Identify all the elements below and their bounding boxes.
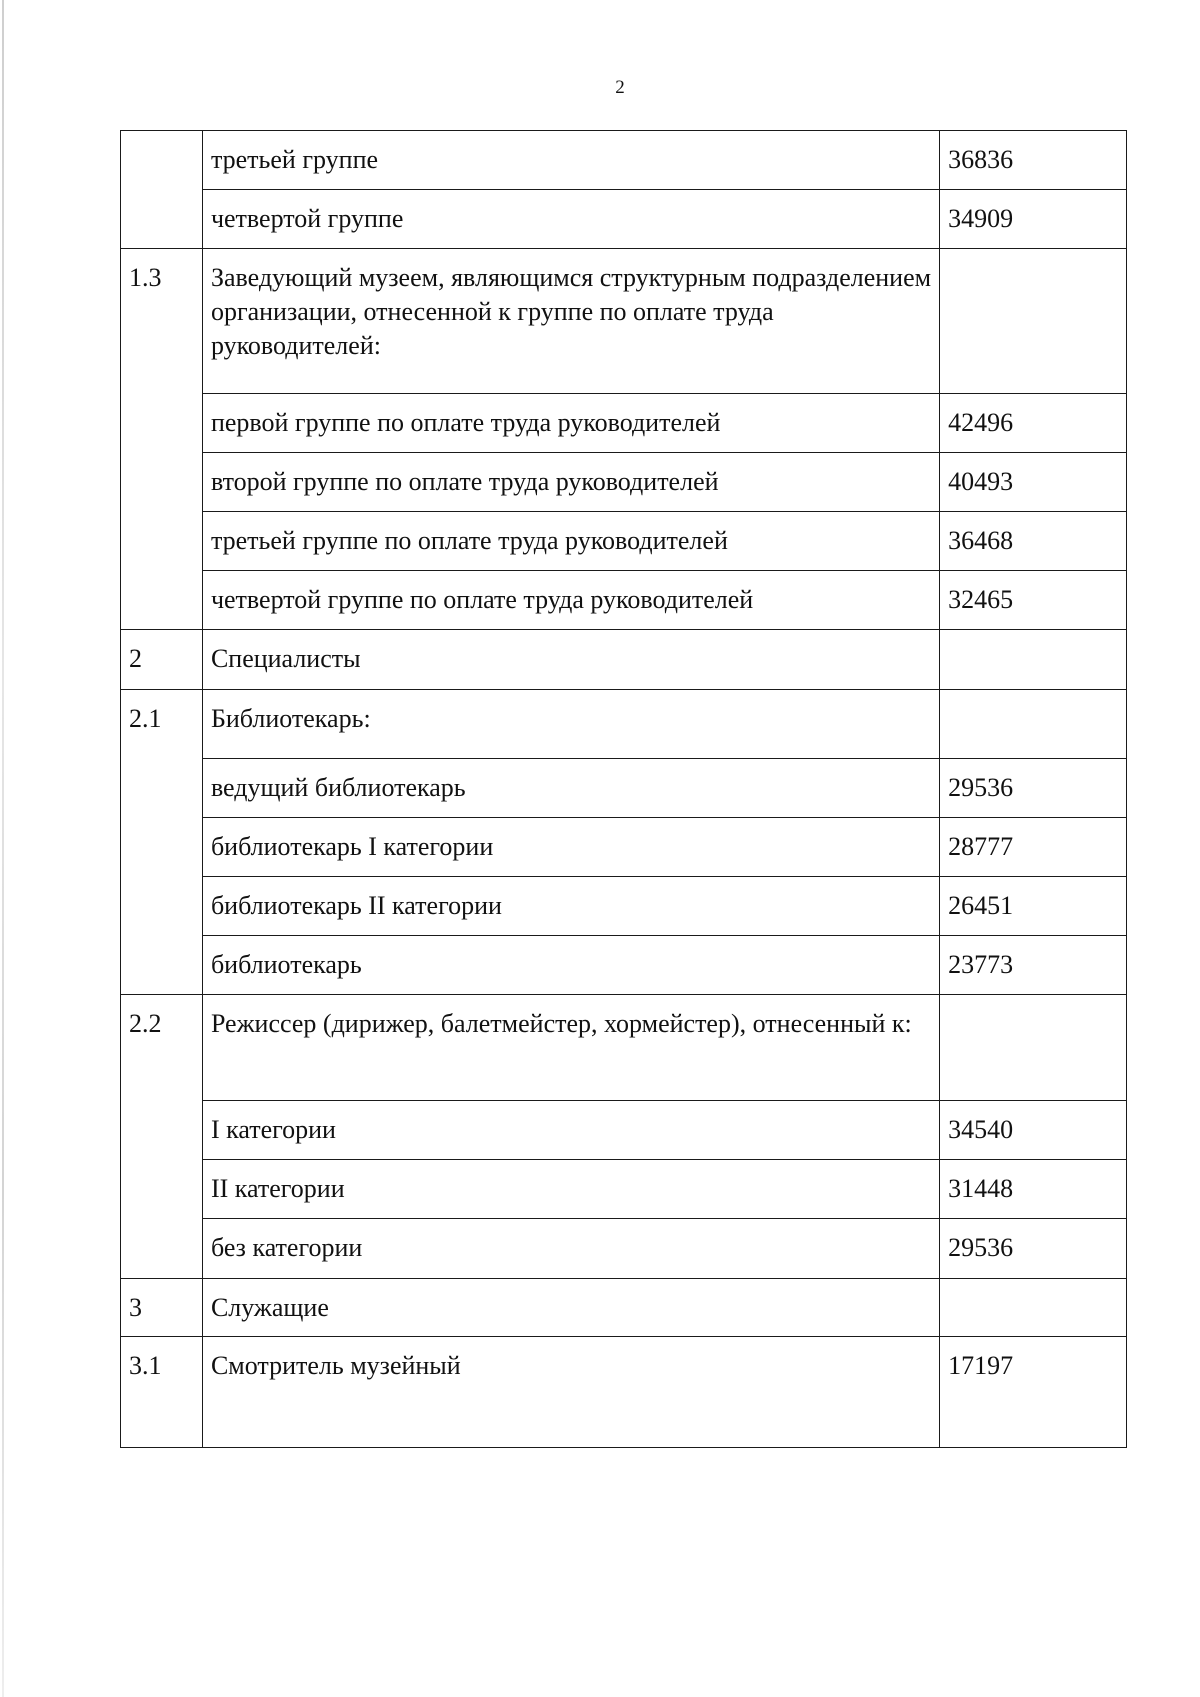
table-row [121,877,1127,936]
salary-cell [940,1279,1127,1337]
table-row [121,936,1127,995]
salary-cell: 42496 [940,394,1127,453]
salary-cell: 23773 [940,936,1127,995]
salary-table [120,130,1127,1448]
row-number-cell: 2.1 [121,690,203,995]
salary-cell: 31448 [940,1160,1127,1219]
table-row [121,818,1127,877]
salary-cell [940,249,1127,394]
scan-edge-shadow [2,0,4,1697]
salary-cell: 34909 [940,190,1127,249]
position-cell: II категории [202,1160,939,1219]
position-cell: Библиотекарь: [202,690,939,759]
salary-cell: 28777 [940,818,1127,877]
table-row [121,394,1127,453]
salary-cell: 29536 [940,759,1127,818]
table-row [121,190,1127,249]
table-row [121,630,1127,690]
salary-cell [940,995,1127,1101]
table-row [121,690,1127,759]
salary-cell: 29536 [940,1219,1127,1279]
salary-cell: 40493 [940,453,1127,512]
row-number-cell: 3.1 [121,1337,203,1448]
salary-cell [940,630,1127,690]
position-cell: четвертой группе [202,190,939,249]
table-row [121,131,1127,190]
position-cell: четвертой группе по оплате труда руководителей [202,571,939,630]
position-cell: второй группе по оплате труда руководителей [202,453,939,512]
position-cell: библиотекарь I категории [202,818,939,877]
table-row [121,995,1127,1101]
position-cell: третьей группе [202,131,939,190]
position-cell: третьей группе по оплате труда руководителей [202,512,939,571]
row-number-cell: 2.2 [121,995,203,1279]
page-number: 2 [615,77,625,98]
row-number-cell: 1.3 [121,249,203,630]
position-cell: ведущий библиотекарь [202,759,939,818]
table-row [121,453,1127,512]
row-number-cell: 2 [121,630,203,690]
position-cell: Заведующий музеем, являющимся структурным подразделением организации, отнесенной к группе по оплате труда руководителей: [202,249,939,394]
table-row [121,1101,1127,1160]
position-cell: Смотритель музейный [202,1337,939,1448]
table-row [121,571,1127,630]
table-row [121,512,1127,571]
salary-cell: 17197 [940,1337,1127,1448]
table-row [121,759,1127,818]
table-row [121,1160,1127,1219]
table-row [121,1279,1127,1337]
position-cell: Служащие [202,1279,939,1337]
table-row [121,249,1127,394]
table-row [121,1219,1127,1279]
table-row [121,1337,1127,1448]
salary-cell: 34540 [940,1101,1127,1160]
position-cell: Режиссер (дирижер, балетмейстер, хормейстер), отнесенный к: [202,995,939,1101]
row-number-cell: 3 [121,1279,203,1337]
position-cell: библиотекарь [202,936,939,995]
row-number-cell [121,131,203,249]
salary-cell: 36836 [940,131,1127,190]
salary-cell: 26451 [940,877,1127,936]
position-cell: без категории [202,1219,939,1279]
salary-cell: 32465 [940,571,1127,630]
salary-cell: 36468 [940,512,1127,571]
position-cell: библиотекарь II категории [202,877,939,936]
salary-cell [940,690,1127,759]
position-cell: Специалисты [202,630,939,690]
position-cell: I категории [202,1101,939,1160]
position-cell: первой группе по оплате труда руководителей [202,394,939,453]
